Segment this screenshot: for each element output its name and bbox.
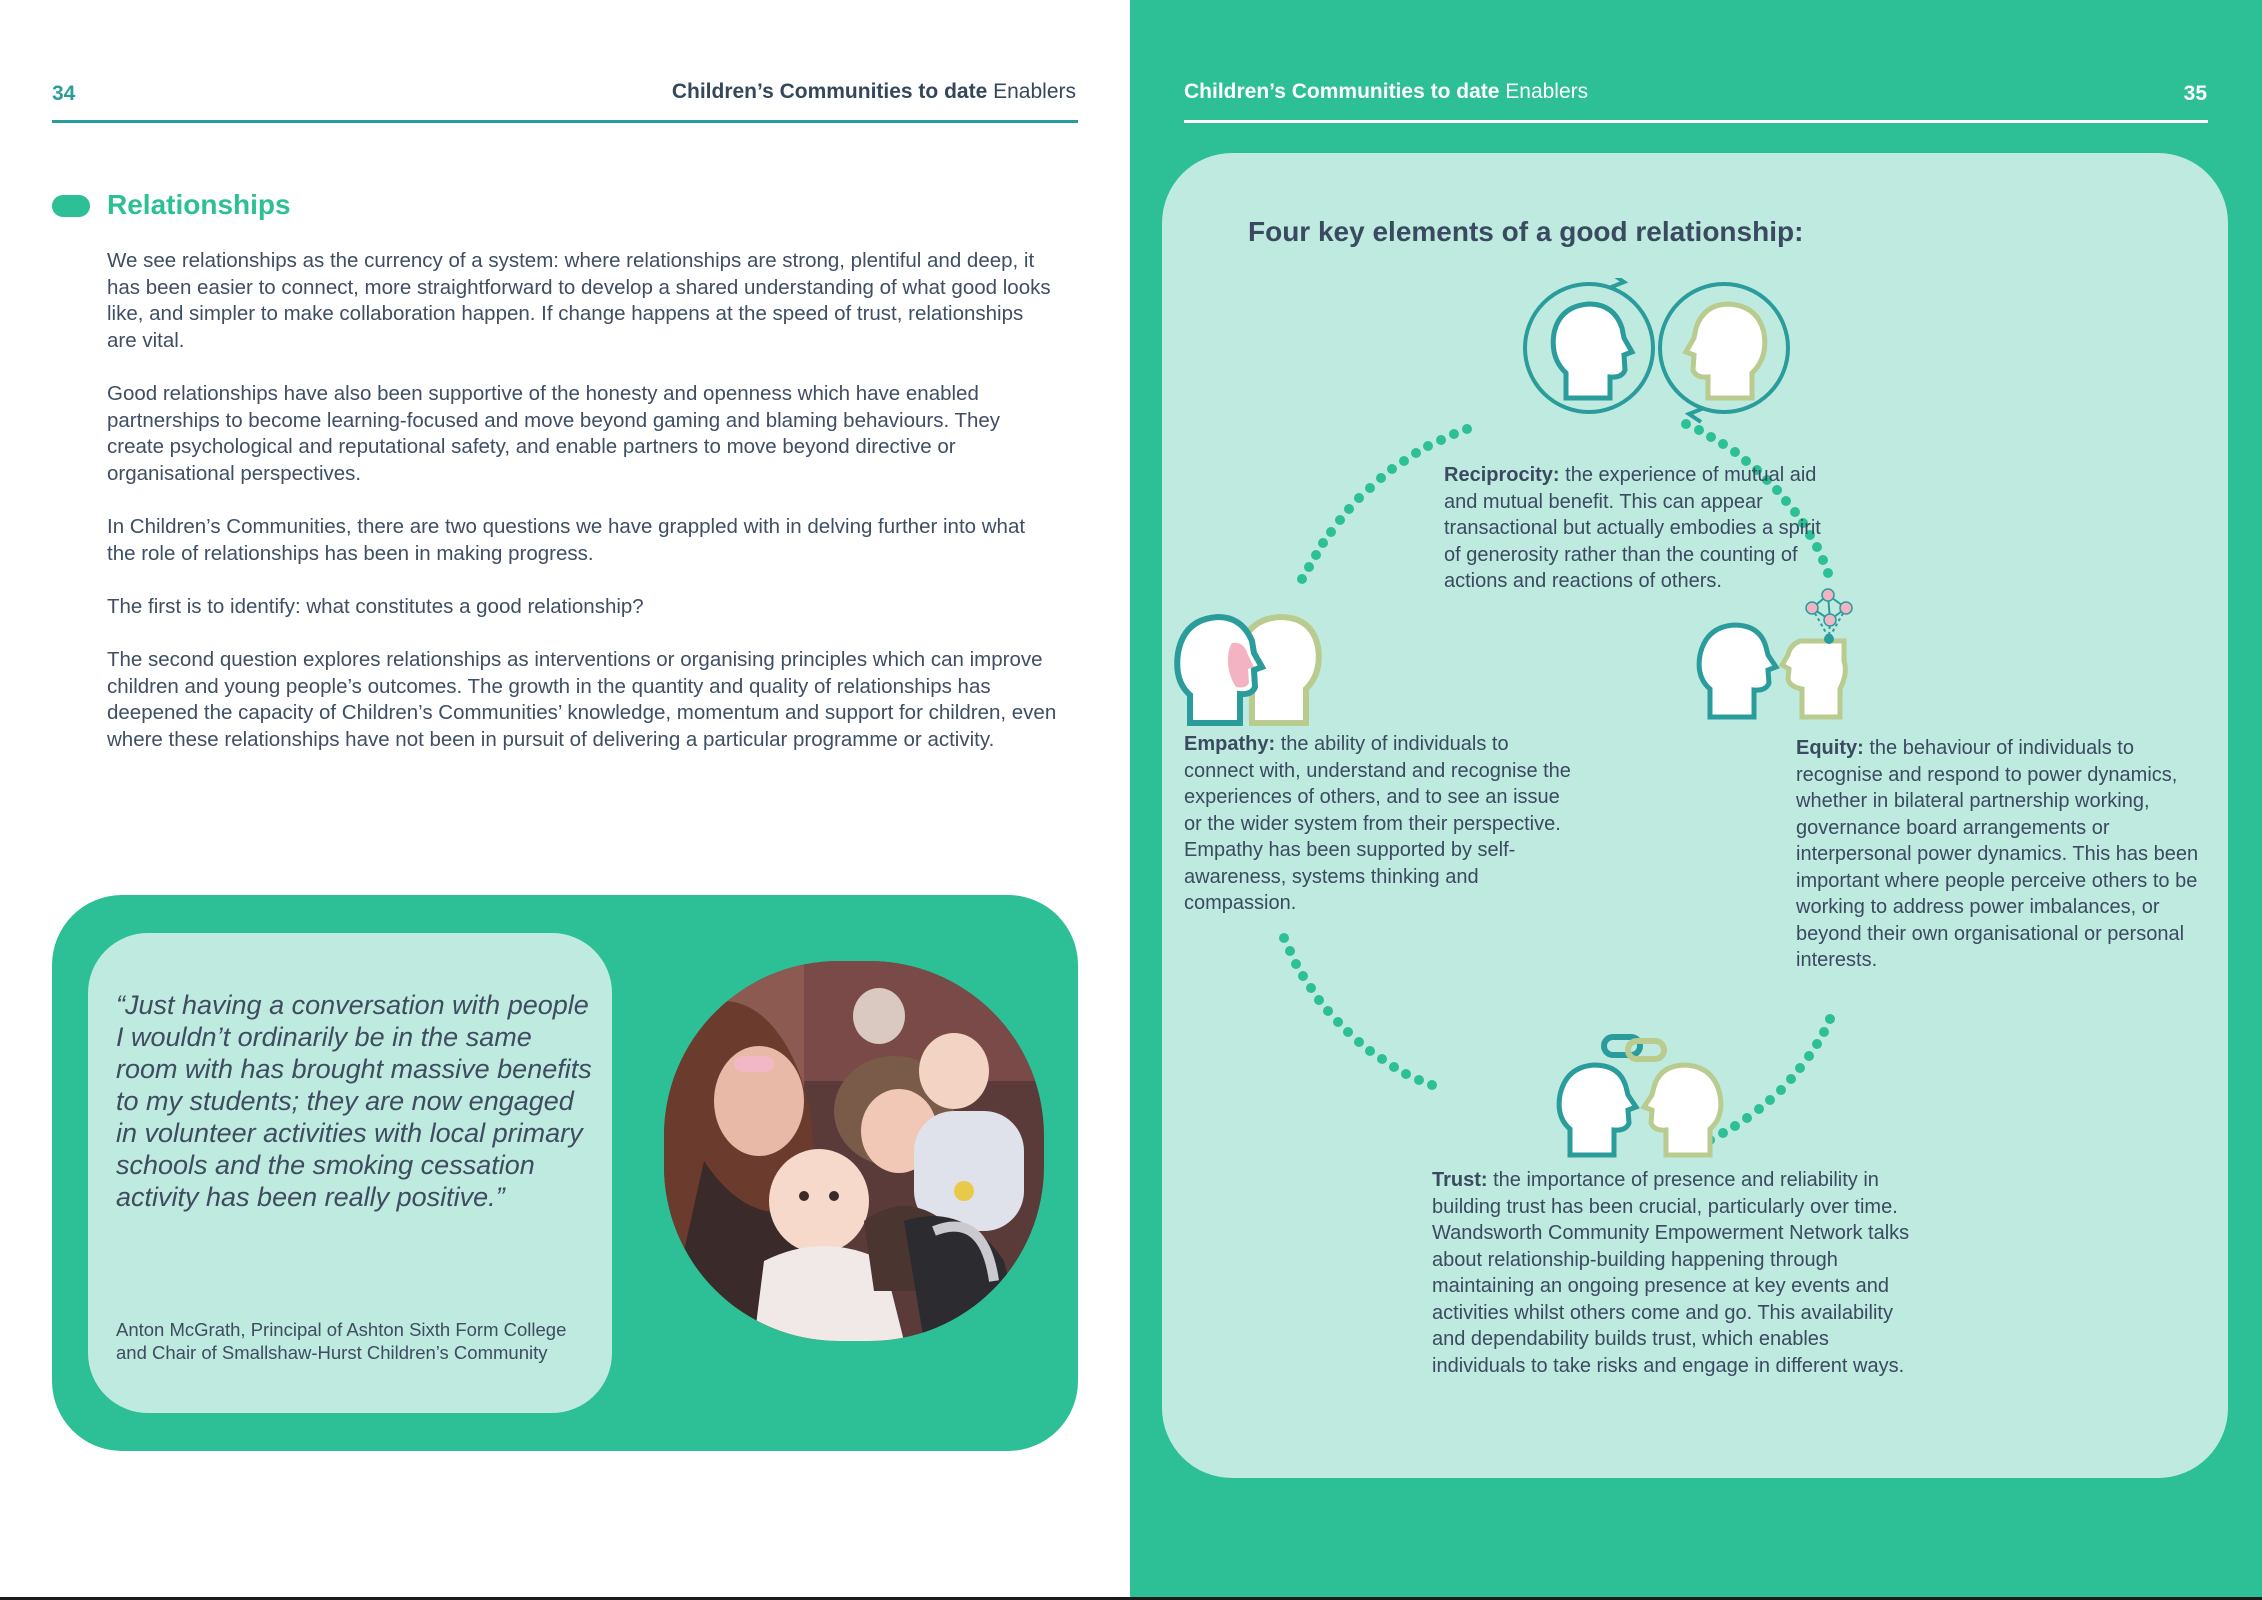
quote-panel [52,895,1078,1451]
empathy-heads-icon [1170,603,1330,733]
element-description: the ability of individuals to connect with, understand and recognise the experiences of others, and to see an issue or the wider system from their perspective. Empathy has been supported by self-awareness, systems thinking and compassion. [1184,733,1571,914]
running-head-section: Enablers [1505,80,1589,103]
element-label: Equity: [1796,737,1864,759]
right-page [1130,0,2262,1598]
trust-heads-icon [1540,1031,1740,1161]
reciprocity-heads-icon [1514,278,1804,428]
element-empathy [1184,731,1579,917]
element-label: Trust: [1432,1169,1488,1191]
body-text [107,248,1057,780]
element-label: Reciprocity: [1444,464,1560,486]
paragraph: We see relationships as the currency of a system: where relationships are strong, plentiful and deep, it has been easier to connect, more straightforward to develop a shared understanding of what good looks like, and simpler to make collaboration happen. If change happens at the speed of trust, relationships are vital. [107,249,1051,352]
running-head-title: Children’s Communities to date [671,80,988,103]
element-trust [1432,1167,1912,1379]
family-photo [664,961,1044,1341]
running-head-section: Enablers [993,80,1076,103]
paragraph: The second question explores relationships as interventions or organising principles which can improve children and young people’s outcomes. The growth in the quantity and quality of relationships has deepened the capacity of Children’s Communities’ knowledge, momentum and support for children, even where these relationships have not been in pursuit of delivering a particular programme or activity. [107,647,1057,751]
header-rule [1184,120,2208,123]
diagram-title: Four key elements of a good relationship: [1248,216,1804,247]
quote-text: “Just having a conversation with people I wouldn’t ordinarily be in the same room with has brought massive benefits to my students; they are now engaged in volunteer activities with local primary schools and the smoking cessation activity has been really positive.” [116,990,592,1212]
element-reciprocity [1444,462,1839,595]
family-photo-illustration [664,961,1044,1341]
element-description: the behaviour of individuals to recognise and respond to power dynamics, whether in bilateral partnership working, governance board arrangements or interpersonal power dynamics. This has been important where people perceive others to be working to address power imbalances, or beyond their own organisational or personal interests. [1796,737,2199,971]
running-head [1184,80,1588,104]
dotted-arc-bottom-left [1279,933,1437,1090]
section-title: Relationships [107,189,291,220]
paragraph: Good relationships have also been supportive of the honesty and openness which have enabled partnerships to become learning-focused and move beyond gaming and blaming behaviours. They create psychological and reputational safety, and enable partners to move beyond directive or organisational perspectives. [107,381,1001,485]
running-head [672,80,1076,104]
element-description: the experience of mutual aid and mutual benefit. This can appear transactional but actually embodies a spirit of generosity rather than the counting of actions and reactions of others. [1444,464,1821,592]
relationship-diagram [1162,153,2228,1478]
paragraph: The first is to identify: what constitutes a good relationship? [107,594,644,618]
element-equity [1796,735,2216,974]
section-marker-icon [52,195,90,217]
header-rule [52,120,1078,123]
page-number: 34 [52,82,76,105]
running-head-title: Children’s Communities to date [1184,80,1500,103]
equity-heads-icon [1690,583,1880,723]
element-description: the importance of presence and reliability in building trust has been crucial, particularly over time. Wandsworth Community Empowerment Network talks about relationship-building happening through maintaining an ongoing presence at key events and activities whilst others come and go. This availability and dependability builds trust, which enables individuals to take risks and engage in different ways. [1432,1169,1910,1377]
paragraph: In Children’s Communities, there are two questions we have grappled with in delving further into what the role of relationships has been in making progress. [107,514,1026,565]
quote-attribution: Anton McGrath, Principal of Ashton Sixth Form College and Chair of Smallshaw-Hurst Children’s Community [116,1319,567,1363]
left-page [0,0,1130,1598]
page-number: 35 [2183,82,2207,105]
quote-card [88,933,612,1413]
element-label: Empathy: [1184,733,1276,755]
